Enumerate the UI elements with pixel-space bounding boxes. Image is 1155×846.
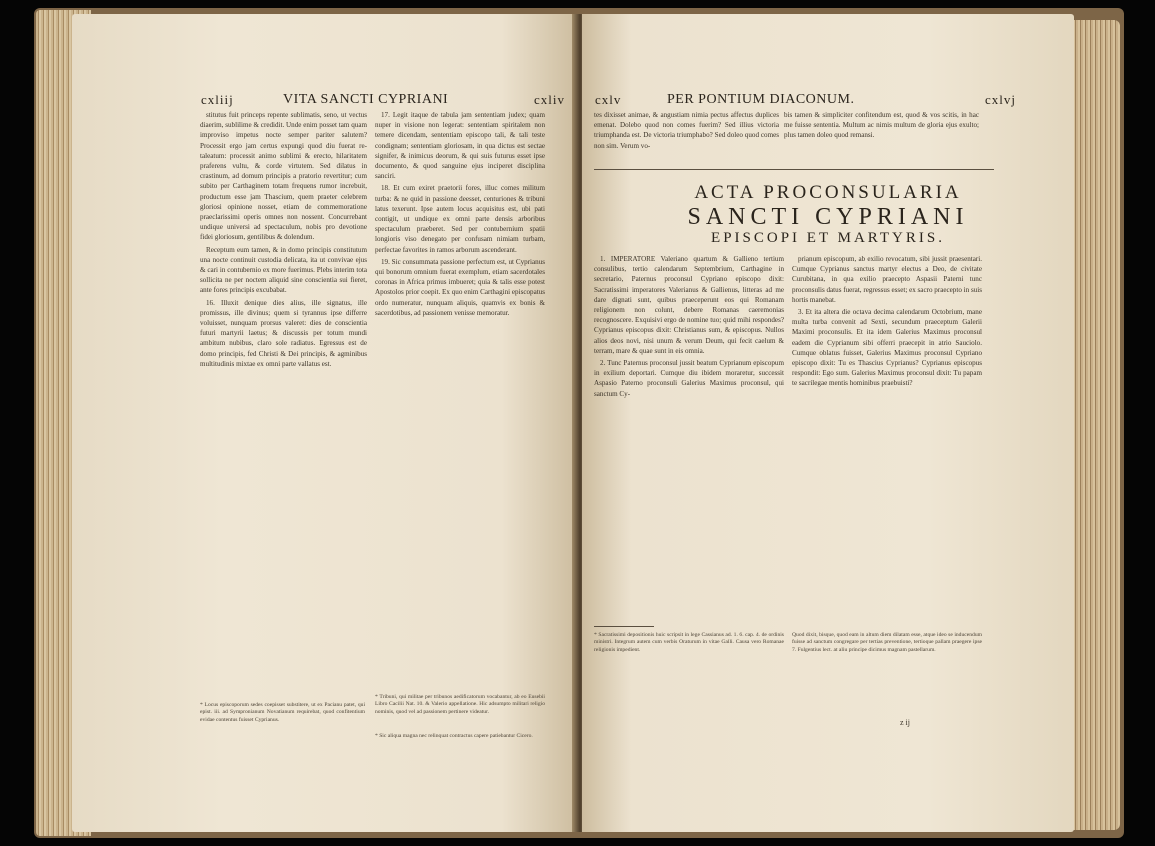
footnote: * Tribuni, qui militae per tribunos aedificatorum vocabantur, ab eo Eusebii Libro Cacilii Nat. 10. & Valerio appellatione. Hic adsumpto militari religio nominis, quod vel ad passionem pertinere videatur. (375, 694, 545, 715)
right-column-2 (792, 254, 982, 622)
paragraph: 16. Illuxit denique dies alius, ille signatus, ille promissus, ille divinus; quem si tyrannus ipse differre voluisset, nunquam prorsus valeret: dies de conscientia futuri martyrii laetus; & discussis per totum mundi ambitum nubibus, claro sole radiatus. Egressus est de domo principis, fed Christi & Dei principis, & agminibus multitudinis mixtae ex omni parte vallatus est. (200, 298, 367, 368)
paragraph: 1. IMPERATORE Valeriano quartum & Gallieno tertium consulibus, tertio calendarum Septembrium, Carthagine in secretario, Paternus proconsul Cypriano episcopo dixit: Sacratissimi imperatores Valerianus & Gallienus, litteras ad me dare dignati sunt, quibus praeceperunt eos qui Romanam religionem non colunt, debere Romanas caeremonias recognoscere. Exquisivi ergo de nomine tuo; quid mihi respondes? Cyprianus episcopus dixit: Christianus sum, & episcopus. Nullos alios deos novi, nisi unum & verum Deum, qui fecit caelum & terram, mare & quae sunt in eis omnia. (594, 255, 784, 355)
paragraph: prianum episcopum, ab exilio revocatum, sibi jussit praesentari. Cumque Cyprianus sanctus martyr electus a Deo, de civitate Curubitana, in qua exilio praecepto Aspasii Paterni tunc proconsulis datus fuerat, regressus esset; ex sacro praecepto in suis hortis manebat. (792, 255, 982, 304)
right-column-1 (594, 254, 784, 622)
left-page-number-right: cxliv (534, 92, 565, 107)
left-column-1 (200, 110, 367, 694)
left-page (72, 14, 577, 832)
page-edges-right (1068, 20, 1120, 830)
paragraph: 18. Et cum exiret praetorii fores, illuc comes militum turba: & ne quid in passione deesset, centuriones & tribuni latus texerunt. Ipse autem locus acquisitus est, ubi pati contigit, ut undique ex omni parte densis arboribus spectaculum praeberet. Sed per contubernium spatii longioris viso denegato per confusam nimiam turbam, perfectae favorites in ramos arborum ascenderant. (375, 184, 545, 254)
footnote: * Sic aliqua magna nec relinquat contractus capere patiebantur Cicero. (375, 733, 533, 739)
footnote: * Locus episcoporum sedes coepisset substitere, ut ex Pacianu patet, qui epist. iii. ad Sympronianum Novatianum requirebat, quod confitentium evidae contentus fuisset Cyprianus. (200, 702, 365, 723)
paragraph: Receptum eum tamen, & in domo principis constitutum una nocte continuit custodia delicata, ita ut convivae ejus & cari in contubernio ex more fuerimus. Plebs interim tota sollicita ne per noctem aliquid sine conscientia sui fieret, ante fores principis excubabat. (200, 245, 367, 295)
saint-name-title: SANCTI CYPRIANI (687, 204, 969, 230)
paragraph: 2. Tunc Paternus proconsul jussit beatum Cyprianum episcopum in exilium deportari. Cumque diu ibidem moraretur, successit Aspasio Paterno proconsuli Galerius Maximus proconsul, qui sanctum Cy- (594, 359, 784, 398)
subtitle: EPISCOPI ET MARTYRIS. (711, 230, 945, 246)
footnote: * Sacratissimi depositionis huic scripsit in lege Cassianus ad. 1. 6. cap. 4. de ordinis ministri. Integrum autem cum verbis Oraturum in vitae Galli. Causa vero Romanae religionis impedient. (594, 632, 784, 653)
left-page-number: cxliij (201, 92, 234, 107)
right-top-column-2: bis tamen & simpliciter confitendum est, quod & vos scitis, in hac me fuisse sententia. Multum ac nimis multum de gloria ejus exulto; plus tamen doleo quod remansi. (784, 111, 979, 140)
paragraph: stitutus fuit princeps repente sublimatis, seno, ut vectus diaerim, sublilime & credidit. Unde enim posset tam quam improviso impetus nocte semper pariter salutem? Processit ergo jam certus expungi quod diu fuerat re-taleatum: processit animo sublimi & erecto, hilaritatem praferens vultu, & corde virtutem. Sed dilatus in crastinum, ad domum principis a pratorio revertitur; cum subito per Carthaginem totam frequens rumor increbuit, productum esse jam Thascium, quem praeter celebrem gloriosi opinione nosset, etiam de commemoratione praeclarissimi operis omnes non nossent. Concurrebant undique universi ad spectaculum, nobis pro devotione fidei gloriosum, gentilibus & dolendum. (200, 111, 367, 242)
footnote: Quod dixit, bisque, quod eam in altum diem dilatam esse, atque ideo se inducendum fuisse ad sanctum congregare per tertias preventione, tertioque pallam praegere ipse 7. Fulgentius lect. at aliu principe dicimus magnam pastellarum. (792, 632, 982, 653)
left-column-2 (375, 110, 545, 690)
right-top-column-1: tes dixisset animae, & angustiam nimia pectus affectus duplices emenat. Dolebo quod non comes fuerim? Sed illius victoria triumphanda est. De victoria triumphabo? Sed doleo quod comes non sim. Verum vo- (594, 111, 779, 150)
signature-mark: z ij (900, 718, 910, 727)
right-page-number-left: cxlv (595, 92, 622, 107)
right-running-head: PER PONTIUM DIACONUM. (667, 92, 855, 107)
left-running-head: VITA SANCTI CYPRIANI (283, 92, 449, 107)
footnote-rule (594, 626, 654, 627)
paragraph: 17. Legit itaque de tabula jam sententiam judex; quam nuper in visione non legerat: sententiam spiritalem non temere dicendam, sententiam episcopo tali, & tali teste condignam; sententiam gloriosam, in qua dictus est sectae signifer, & inimicus deorum, & qui suis futurus esset ipse documento, & quod sanguine ejus inciperet disciplina sanciri. (375, 111, 545, 181)
paragraph: 19. Sic consummata passione perfectum est, ut Cyprianus qui bonorum omnium fuerat exemplum, etiam sacerdotales coronas in Africa primus imbueret; quia & talis esse potest Apostolos prior coepit. Ex quo enim Carthagini episcopatus ordo numeratur, nunquam aliquis, quamvis ex bonis & sacerdotibus, ad passionem venisse memoratur. (375, 257, 545, 317)
right-page (582, 14, 1074, 832)
right-page-number: cxlvj (985, 92, 1016, 107)
title-rule (594, 169, 994, 170)
paragraph: 3. Et ita altera die octava decima calendarum Octobrium, mane multa turba convenit ad Sexti, secundum praeceptum Galerii Maximi proconsulis. Et ita idem Galerius Maximus proconsul eadem die Cyprianum sibi offerri praecepit in atrio Sauciolo. Cumque oblatus fuisset, Galerius Maximus proconsul Cypriano episcopo dixit: Tu es Thascius Cyprianus? Cyprianus episcopus respondit: Ego sum. Galerius Maximus proconsul dixit: Tu papam te sacrilegae mentis hominibus praebuisti? (792, 308, 982, 388)
acta-title: ACTA PROCONSULARIA (694, 182, 962, 203)
